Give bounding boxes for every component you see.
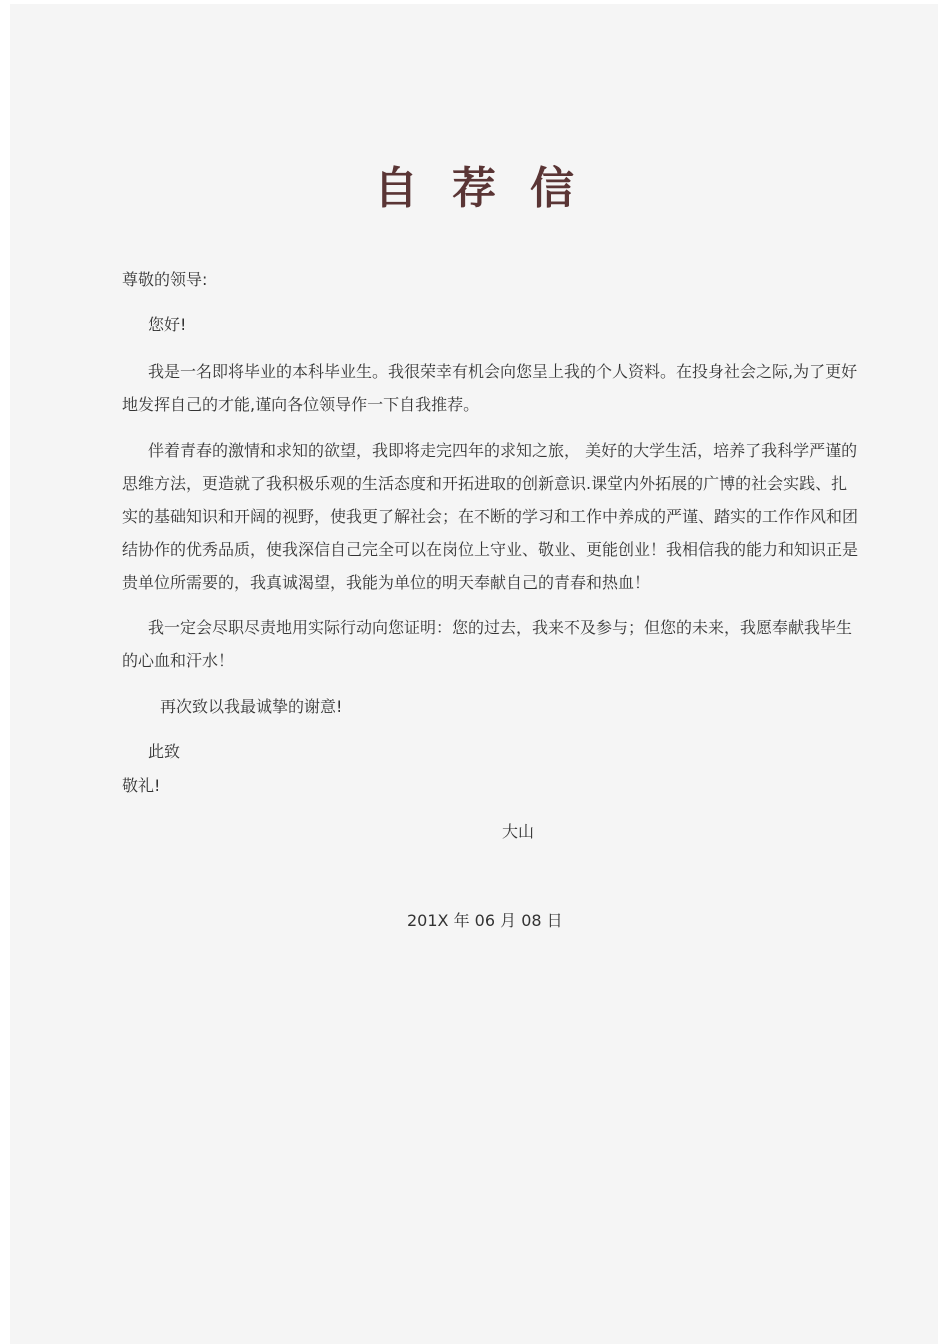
thanks-line: 再次致以我最诚挚的谢意! <box>160 697 343 716</box>
closing-line-2: 敬礼! <box>122 776 161 795</box>
paragraph-commitment: 我一定会尽职尽责地用实际行动向您证明：您的过去，我来不及参与；但您的未来，我愿奉献我毕生的心血和汗水！ <box>122 618 853 670</box>
paragraph-intro: 我是一名即将毕业的本科毕业生。我很荣幸有机会向您呈上我的个人资料。在投身社会之际,为了更好地发挥自己的才能,谨向各位领导作一下自我推荐。 <box>122 362 858 414</box>
paragraph-experience: 伴着青春的激情和求知的欲望，我即将走完四年的求知之旅， 美好的大学生活，培养了我科学严谨的思维方法，更造就了我积极乐观的生活态度和开拓进取的创新意识.课堂内外拓展的广博的社会实践、扎实的基础知识和开阔的视野，使我更了解社会；在不断的学习和工作中养成的严谨、踏实的工作作风和团结协作的优秀品质，使我深信自己完全可以在岗位上守业、敬业、更能创业！我相信我的能力和知识正是贵单位所需要的，我真诚渴望，我能为单位的明天奉献自己的青春和热血！ <box>122 441 859 592</box>
salutation: 尊敬的领导: <box>122 270 208 289</box>
letter-title: 自荐信 <box>374 163 608 214</box>
signature: 大山 <box>502 822 535 841</box>
closing-line-1: 此致 <box>148 742 181 761</box>
date: 201X 年 06 月 08 日 <box>407 911 563 930</box>
letter-page <box>10 4 938 1344</box>
greeting: 您好! <box>148 315 187 334</box>
